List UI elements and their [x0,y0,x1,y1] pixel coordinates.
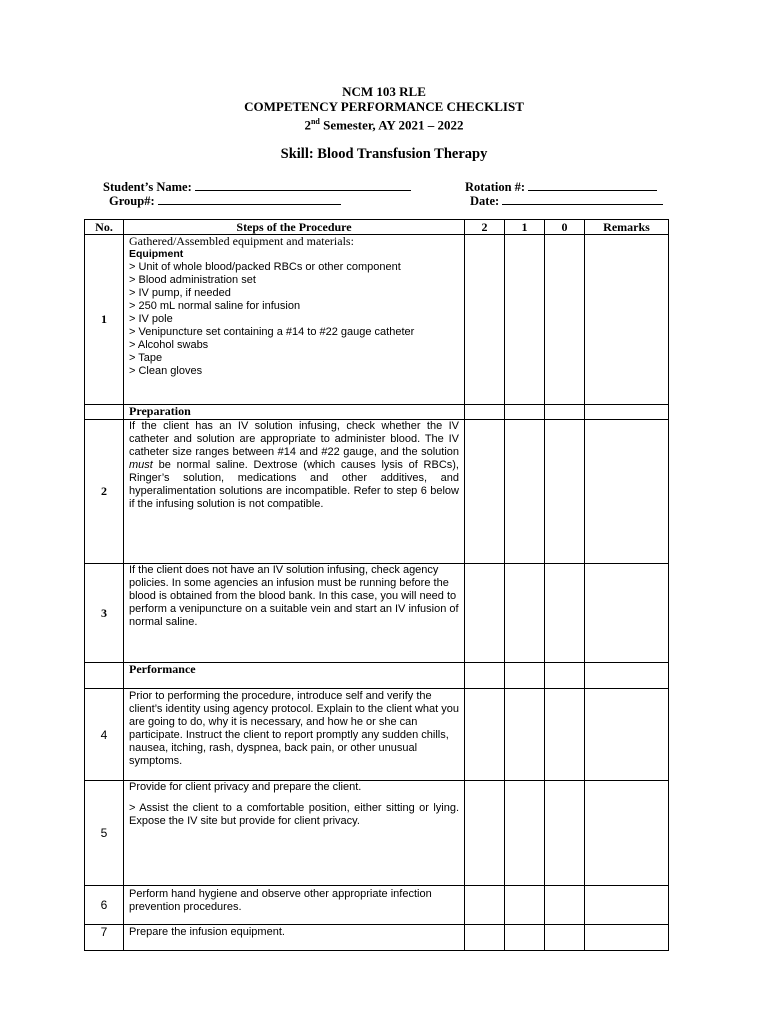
score-0-cell[interactable] [545,925,585,951]
rotation-blank[interactable] [528,179,657,191]
step-description: If the client does not have an IV solution infusing, check agency policies. In some agencies an infusion must be running before the blood is obtained from the blood bank. In this case, you will need to perform a venipuncture on a suitable vein and start an IV infusion of normal saline. [124,564,465,663]
equipment-item: > Unit of whole blood/packed RBCs or other component [129,261,401,273]
score-0-cell[interactable] [545,420,585,564]
step-description: Prior to performing the procedure, introduce self and verify the client’s identity using agency protocol. Explain to the client what you are going to do, why it is necessary, and how he or she can participate. Instruct the client to report promptly any sudden chills, nausea, itching, rash, dyspnea, back pain, or other unusual symptoms. [124,689,465,781]
equipment-item: > Tape [129,352,163,364]
header-score-2: 2 [465,220,505,235]
equipment-item: > Alcohol swabs [129,339,209,351]
section-row [85,663,669,689]
date-field: Date: [470,193,663,208]
score-2-cell[interactable] [465,420,505,564]
remarks-cell[interactable] [585,925,669,951]
procedure-table [84,219,669,951]
score-1-cell[interactable] [505,886,545,925]
score-0-cell[interactable] [545,235,585,405]
table-row [85,781,669,886]
group-field: Group#: [109,193,341,208]
equipment-item: > IV pole [129,313,173,325]
equipment-item: > 250 mL normal saline for infusion [129,300,301,312]
score-2-cell[interactable] [465,925,505,951]
student-name-field: Student’s Name: [103,179,411,194]
step-number: 6 [85,886,124,925]
remarks-cell[interactable] [585,564,669,663]
score-2-cell[interactable] [465,781,505,886]
group-blank[interactable] [158,193,341,205]
step-number: 5 [85,781,124,886]
skill-title: Skill: Blood Transfusion Therapy [280,146,488,162]
equipment-item: > IV pump, if needed [129,287,231,299]
table-row [85,689,669,781]
score-0-cell[interactable] [545,781,585,886]
table-row [85,925,669,951]
equipment-label: Equipment [129,248,184,260]
table-row [85,886,669,925]
header-no: No. [85,220,124,235]
score-0-cell[interactable] [545,886,585,925]
score-0-cell[interactable] [545,689,585,781]
score-2-cell[interactable] [465,689,505,781]
step-number: 4 [85,689,124,781]
step-description: Provide for client privacy and prepare the client. > Assist the client to a comfortable position, either sitting or lying. Expose the IV site but provide for client privacy. [124,781,465,886]
score-2-cell[interactable] [465,235,505,405]
step-description: Perform hand hygiene and observe other appropriate infection prevention procedures. [124,886,465,925]
remarks-cell[interactable] [585,781,669,886]
header-steps: Steps of the Procedure [124,220,465,235]
score-0-cell[interactable] [545,564,585,663]
document-header [0,84,768,132]
table-row [85,564,669,663]
step-number: 2 [85,420,124,564]
equipment-item: > Blood administration set [129,274,256,286]
table-row [85,420,669,564]
step-description: Gathered/Assembled equipment and materials: Equipment > Unit of whole blood/packed RBCs or other component > Blood administration set > IV pump, if needed > 250 mL normal saline for infusion > IV pole > Venipuncture set containing a #14 to #22 gauge catheter > Alcohol swabs > Tape > Clean gloves [124,235,465,405]
score-1-cell[interactable] [505,235,545,405]
header-score-0: 0 [545,220,585,235]
score-2-cell[interactable] [465,886,505,925]
student-name-blank[interactable] [195,179,411,191]
remarks-cell[interactable] [585,689,669,781]
header-score-1: 1 [505,220,545,235]
score-1-cell[interactable] [505,781,545,886]
step-number: 7 [85,925,124,951]
table-header-row [85,220,669,235]
score-1-cell[interactable] [505,564,545,663]
section-preparation: Preparation [129,404,191,418]
date-blank[interactable] [502,193,663,205]
checklist-title: COMPETENCY PERFORMANCE CHECKLIST [244,99,524,114]
step-description: If the client has an IV solution infusing, check whether the IV catheter and solution are appropriate to administer blood. The IV catheter size ranges between #14 and #22 gauge, and the solution must be normal saline. Dextrose (which causes lysis of RBCs), Ringer’s solution, medications and other additives, and hyperalimentation solutions are incompatible. Refer to step 6 below if the infusing solution is not compatible. [124,420,465,564]
score-2-cell[interactable] [465,564,505,663]
semester-line: 2nd Semester, AY 2021 – 2022 [304,117,464,133]
score-1-cell[interactable] [505,689,545,781]
step-number: 1 [85,235,124,405]
remarks-cell[interactable] [585,235,669,405]
step-number: 3 [85,564,124,663]
header-remarks: Remarks [585,220,669,235]
rotation-field: Rotation #: [465,179,657,194]
section-row [85,405,669,420]
step-description: Prepare the infusion equipment. [124,925,465,951]
equipment-item: > Venipuncture set containing a #14 to #22 gauge catheter [129,326,415,338]
score-1-cell[interactable] [505,925,545,951]
section-performance: Performance [129,662,196,676]
course-code: NCM 103 RLE [342,84,426,99]
score-1-cell[interactable] [505,420,545,564]
remarks-cell[interactable] [585,886,669,925]
remarks-cell[interactable] [585,420,669,564]
table-row [85,235,669,405]
equipment-item: > Clean gloves [129,365,203,377]
